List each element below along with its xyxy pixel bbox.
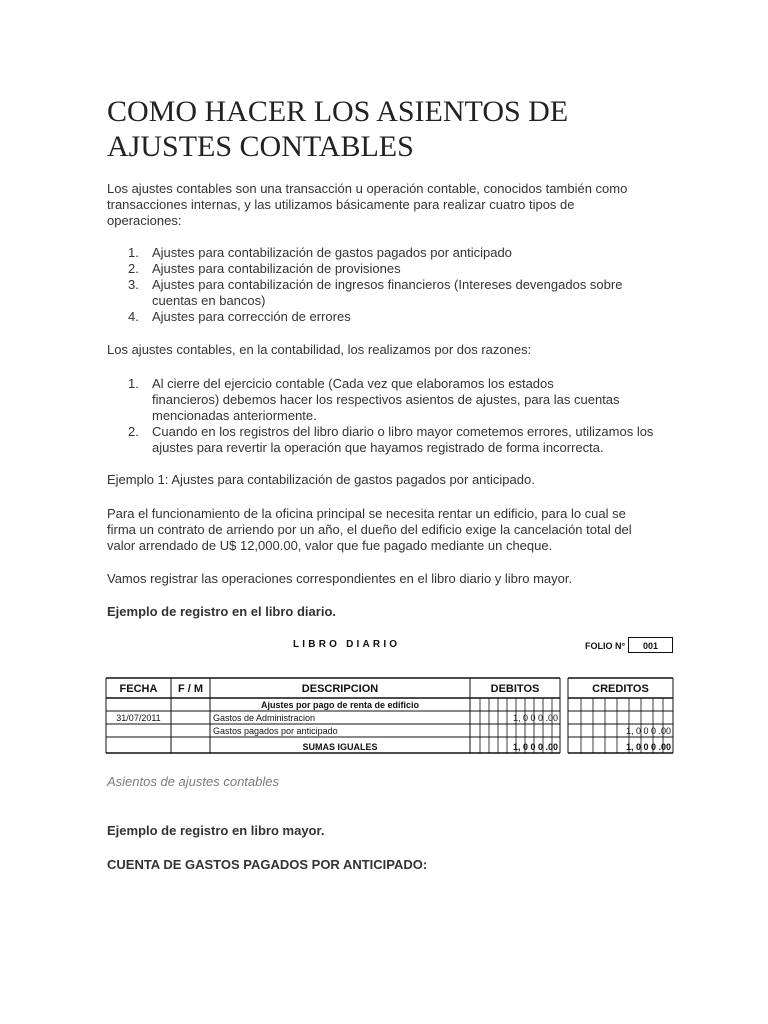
document-title bbox=[107, 94, 707, 164]
intro-paragraph: Los ajustes contables son una transacción u operación contable, conocidos también como transacciones internas, y las utilizamos básicamente para realizar cuatro tipos de operaciones: bbox=[107, 181, 628, 228]
header-descripcion: DESCRIPCION bbox=[301, 683, 379, 695]
figure-caption: Asientos de ajustes contables bbox=[107, 774, 279, 789]
row-fecha: 31/07/2011 bbox=[116, 713, 161, 723]
title-line-2: AJUSTES CONTABLES bbox=[107, 130, 414, 163]
list-item: 2. Cuando en los registros del libro diario o libro mayor cometemos errores, utilizamos los ajustes para revertir la operación que hayamos registrado de forma incorrecta. bbox=[128, 424, 654, 455]
register-paragraph: Vamos registrar las operaciones correspondientes en el libro diario y libro mayor. bbox=[107, 571, 573, 586]
header-debitos: DEBITOS bbox=[490, 683, 540, 695]
folio-number: 001 bbox=[628, 637, 673, 653]
list-item: 1. Ajustes para contabilización de gastos pagados por anticipado bbox=[128, 245, 512, 260]
reasons-paragraph: Los ajustes contables, en la contabilidad, los realizamos por dos razones: bbox=[107, 342, 532, 357]
heading-libro-mayor: Ejemplo de registro en libro mayor. bbox=[107, 823, 325, 838]
ledger-table bbox=[105, 677, 675, 757]
row-debit: 1, 0 0 0 .00 bbox=[512, 742, 558, 752]
scenario-paragraph: Para el funcionamiento de la oficina principal se necesita rentar un edificio, para lo cual se firma un contrato de arriendo por un año, el dueño del edificio exige la cancelación total del valor arrendado de U$ 12,000.00, valor que fue pagado mediante un cheque. bbox=[107, 506, 632, 553]
list-item: 3. Ajustes para contabilización de ingresos financieros (Intereses devengados sobre cuentas en bancos) bbox=[128, 277, 623, 308]
title-line-1: COMO HACER LOS ASIENTOS DE bbox=[107, 95, 569, 128]
row-descripcion: Gastos de Administracion bbox=[213, 713, 316, 723]
list-item: 2. Ajustes para contabilización de provisiones bbox=[128, 261, 401, 276]
row-descripcion: Gastos pagados por anticipado bbox=[213, 726, 338, 736]
row-credit: 1, 0 0 0 .00 bbox=[625, 726, 671, 736]
folio-label: FOLIO N° bbox=[585, 641, 626, 651]
heading-cuenta: CUENTA DE GASTOS PAGADOS POR ANTICIPADO: bbox=[107, 857, 428, 872]
header-creditos: CREDITOS bbox=[592, 683, 649, 695]
ledger-text bbox=[116, 683, 671, 752]
row-descripcion: Ajustes por pago de renta de edificio bbox=[260, 700, 420, 710]
list-item: 1. Al cierre del ejercicio contable (Cada vez que elaboramos los estados financieros) debemos hacer los respectivos asientos de ajustes, para las cuentas mencionadas anteriormente. bbox=[128, 376, 620, 423]
ledger-title: LIBRO DIARIO bbox=[293, 639, 401, 650]
list-item: 4. Ajustes para corrección de errores bbox=[128, 309, 351, 324]
adjustment-types-list bbox=[107, 245, 687, 325]
header-fecha: FECHA bbox=[119, 683, 158, 695]
header-fm: F / M bbox=[177, 683, 204, 695]
reasons-list bbox=[107, 376, 687, 456]
row-debit: 1, 0 0 0 .00 bbox=[512, 713, 558, 723]
row-descripcion: SUMAS IGUALES bbox=[302, 742, 378, 752]
row-credit: 1, 0 0 0 .00 bbox=[625, 742, 671, 752]
heading-libro-diario: Ejemplo de registro en el libro diario. bbox=[107, 604, 336, 619]
example-1-paragraph: Ejemplo 1: Ajustes para contabilización de gastos pagados por anticipado. bbox=[107, 472, 535, 487]
